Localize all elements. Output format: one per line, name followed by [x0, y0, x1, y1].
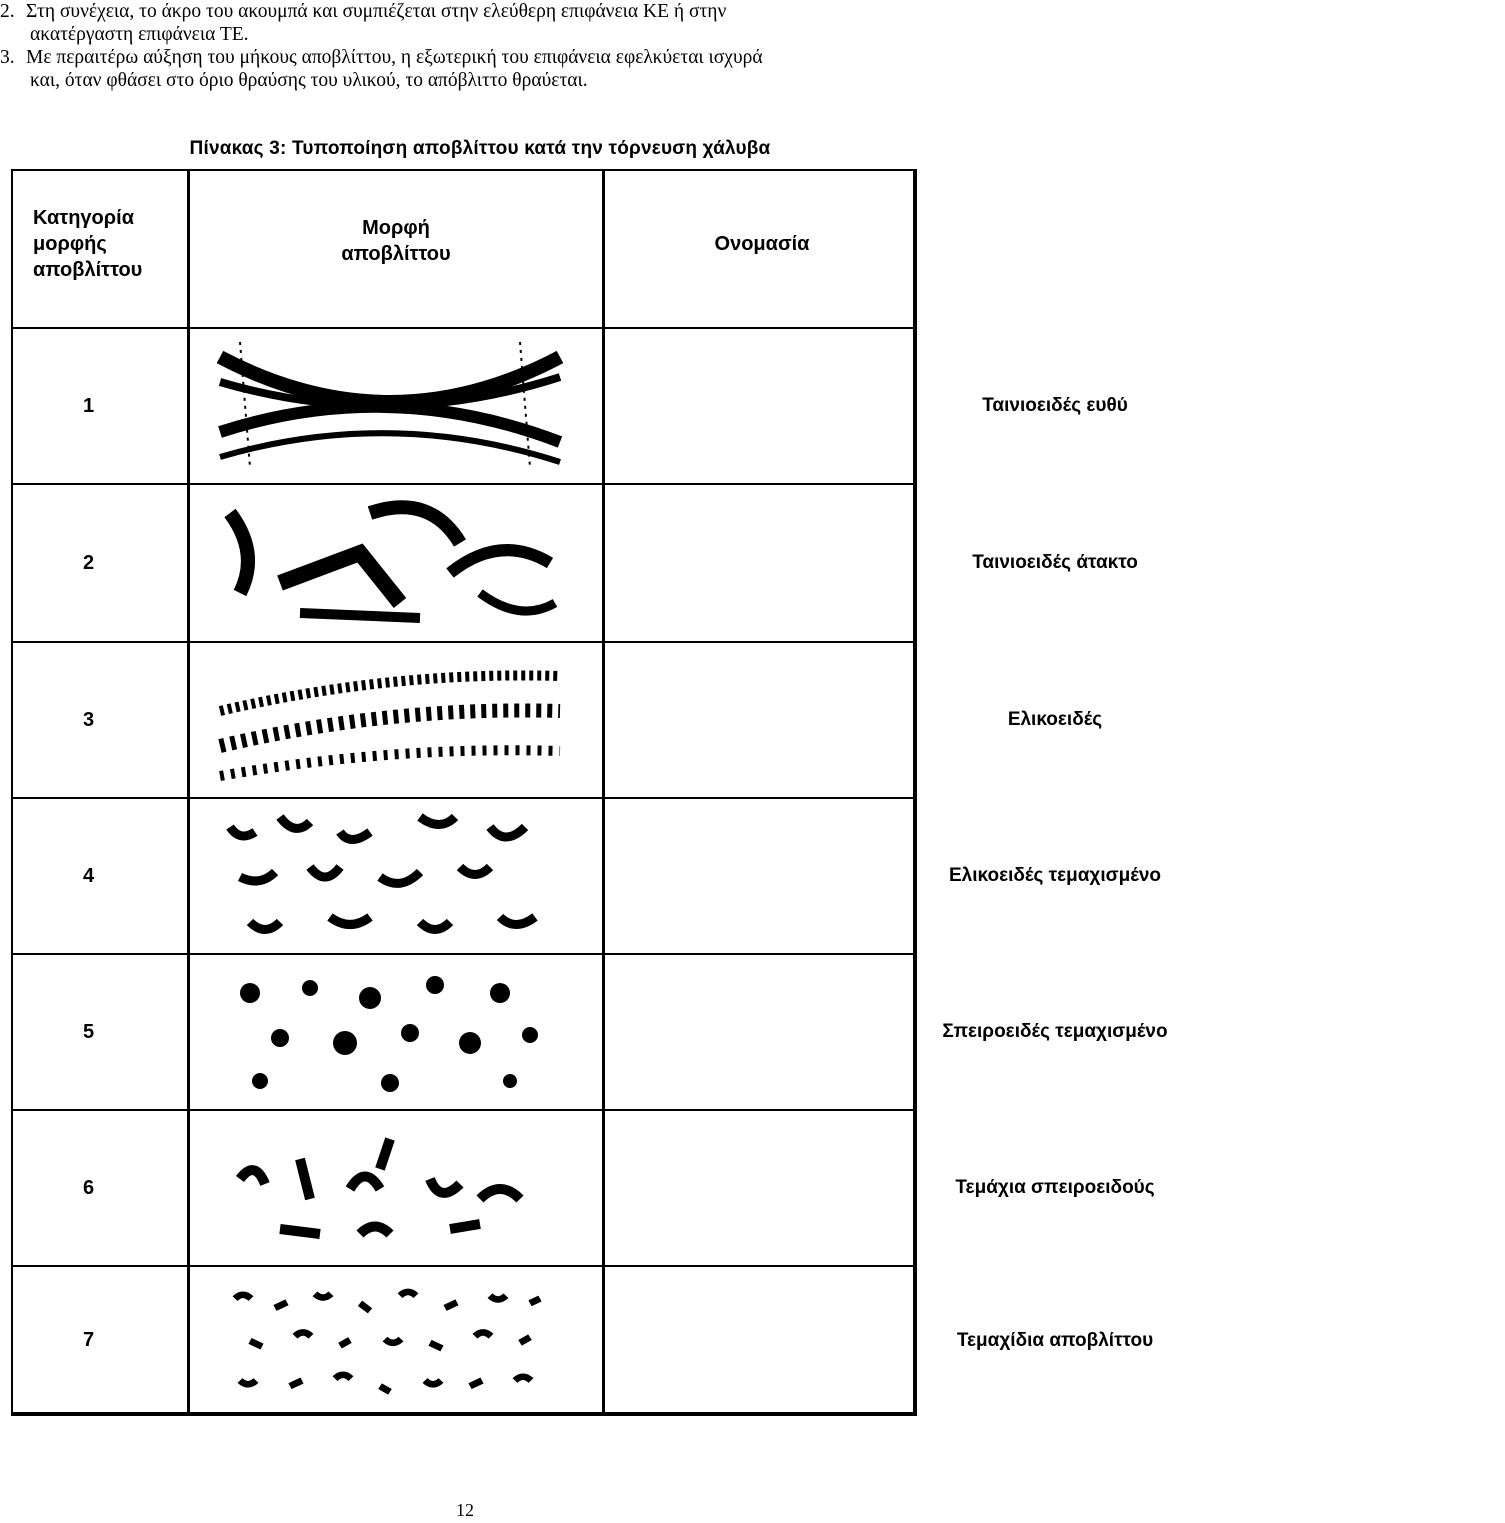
chip-name: Ταινιοειδές άτακτο: [972, 552, 1138, 573]
straight-ribbon-chip-image: [220, 337, 560, 475]
helical-chip-image: [220, 651, 560, 789]
intro-text: [0, 0, 960, 92]
header-category: Κατηγορία μορφής αποβλίττου: [33, 207, 143, 281]
category-number: 2: [83, 551, 95, 574]
table-row: [13, 485, 1138, 643]
category-number: 7: [83, 1329, 95, 1351]
item-3-line-2: και, όταν φθάσει στο όριο θραύσης του υλικού, το απόβλιττο θραύεται.: [30, 70, 588, 91]
category-number: 6: [83, 1176, 95, 1199]
chip-name: Ελικοειδές τεμαχισμένο: [948, 865, 1162, 886]
chip-name: Ελικοειδές: [1007, 709, 1103, 730]
category-number: 5: [83, 1020, 95, 1043]
category-number: 1: [83, 394, 95, 417]
item-3-line-1: 3. Με περαιτέρω αύξηση του μήκους αποβλίττου, η εξωτερική του επιφάνεια εφελκύεται ισχυρά: [0, 47, 763, 68]
fragmented-helical-chip-image: [220, 807, 560, 945]
table-row: [13, 1111, 1155, 1267]
category-number: 3: [83, 708, 95, 731]
page-number: 12: [456, 1500, 474, 1520]
table-row: [13, 329, 1128, 485]
table-row: [13, 643, 1103, 799]
header-form: Μορφή αποβλίττου: [341, 217, 451, 265]
small-chip-pieces-image: [220, 1275, 560, 1405]
table-row: [13, 955, 1168, 1111]
category-number: 4: [83, 864, 95, 887]
table-header-row: [13, 171, 913, 329]
spiral-pieces-chip-image: [220, 1119, 560, 1257]
item-2-line-2: ακατέργαστη επιφάνεια ΤΕ.: [30, 24, 249, 45]
chip-name: Ταινιοειδές ευθύ: [982, 395, 1128, 416]
table-row: [13, 1267, 1154, 1414]
chip-name: Σπειροειδές τεμαχισμένο: [942, 1021, 1168, 1042]
header-name: Ονομασία: [714, 233, 810, 255]
item-2-line-1: 2. Στη συνέχεια, το άκρο του ακουμπά και συμπιέζεται στην ελεύθερη επιφάνεια ΚΕ ή στην: [0, 1, 727, 22]
chip-name: Τεμάχια σπειροειδούς: [955, 1177, 1155, 1198]
chip-classification-table: [11, 169, 1168, 1416]
irregular-ribbon-chip-image: [220, 493, 560, 631]
chip-name: Τεμαχίδια αποβλίττου: [956, 1329, 1154, 1351]
fragmented-spiral-chip-image: [220, 963, 560, 1101]
table-row: [13, 799, 1162, 955]
table-caption: Πίνακας 3: Τυποποίηση αποβλίττου κατά την τόρνευση χάλυβα: [189, 138, 771, 159]
